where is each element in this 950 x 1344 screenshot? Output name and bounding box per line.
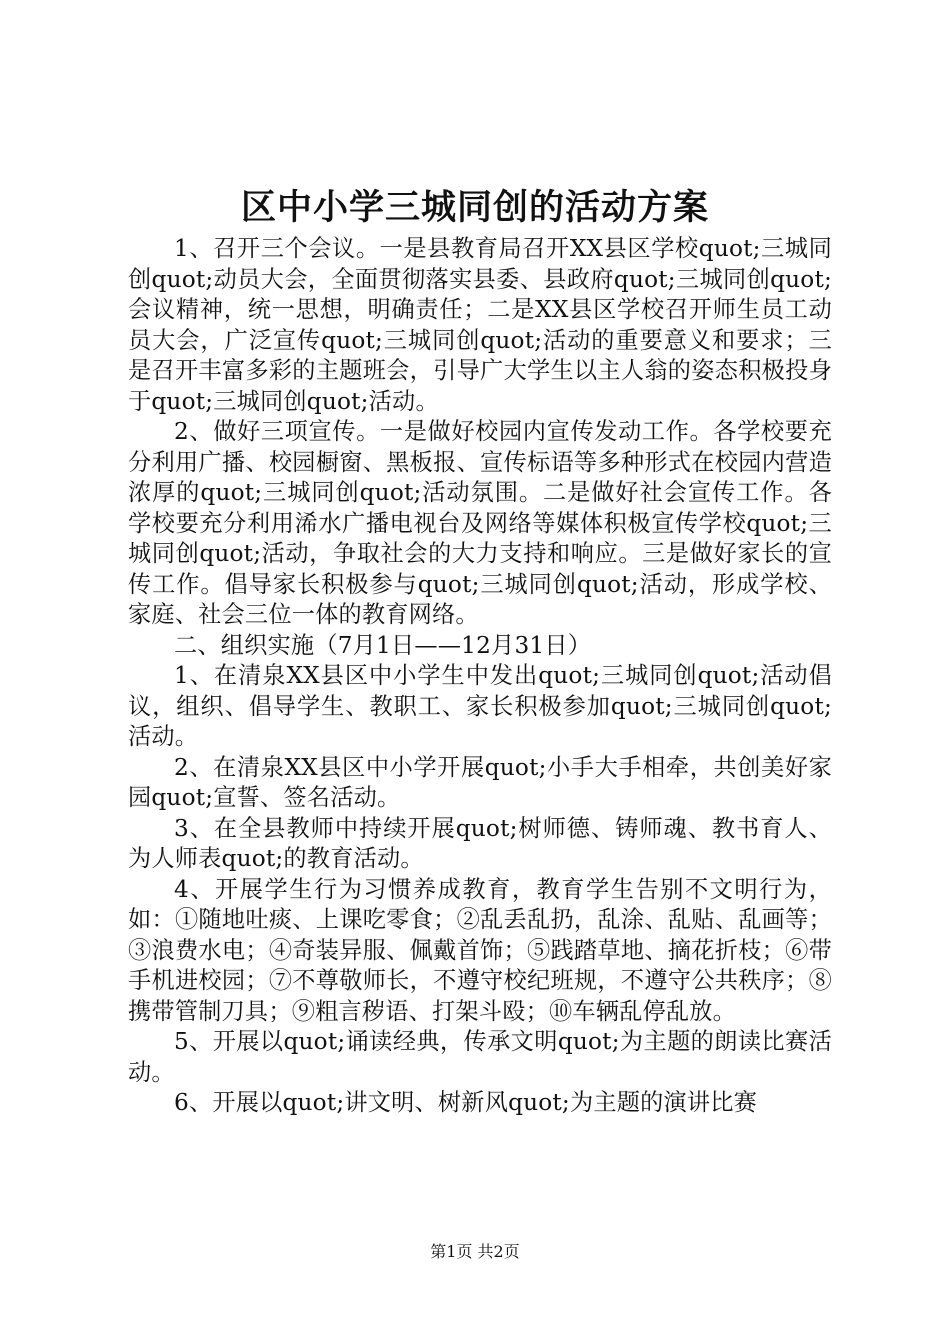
paragraph-behavior: 4、开展学生行为习惯养成教育，教育学生告别不文明行为，如：①随地吐痰、上课吃零食；②乱丢乱扔，乱涂、乱贴、乱画等；③浪费水电；④奇装异服、佩戴首饰；⑤践踏草地、摘花折枝；⑥带手机进校园；⑦不尊敬师长，不遵守校纪班规，不遵守公共秩序；⑧携带管制刀具；⑨粗言秽语、打架斗殴；⑩车辆乱停乱放。 bbox=[128, 875, 832, 1025]
document-body bbox=[128, 234, 832, 1119]
paragraph-meetings: 1、召开三个会议。一是县教育局召开XX县区学校quot;三城同创quot;动员大会，全面贯彻落实县委、县政府quot;三城同创quot;会议精神，统一思想，明确责任；二是XX县区学校召开师生员工动员大会，广泛宣传quot;三城同创quot;活动的重要意义和要求；三是召开丰富多彩的主题班会，引导广大学生以主人翁的姿态积极投身于quot;三城同创quot;活动。 bbox=[128, 235, 832, 415]
paragraph-pledge: 2、在清泉XX县区中小学开展quot;小手大手相牵，共创美好家园quot;宣誓、签名活动。 bbox=[128, 753, 832, 811]
paragraph-reading-contest: 5、开展以quot;诵读经典，传承文明quot;为主题的朗读比赛活动。 bbox=[128, 1028, 832, 1086]
section-heading-implementation: 二、组织实施（7月1日——12月31日） bbox=[174, 631, 592, 659]
document-title: 区中小学三城同创的活动方案 bbox=[240, 188, 709, 228]
page-footer: 第1页 共2页 bbox=[430, 1242, 520, 1261]
paragraph-teacher-ethics: 3、在全县教师中持续开展quot;树师德、铸师魂、教书育人、为人师表quot;的教育活动。 bbox=[128, 814, 832, 872]
paragraph-publicity: 2、做好三项宣传。一是做好校园内宣传发动工作。各学校要充分利用广播、校园橱窗、黑板报、宣传标语等多种形式在校园内营造浓厚的quot;三城同创quot;活动氛围。二是做好社会宣传工作。各学校要充分利用浠水广播电视台及网络等媒体积极宣传学校quot;三城同创quot;活动，争取社会的大力支持和响应。三是做好家长的宣传工作。倡导家长积极参与quot;三城同创quot;活动，形成学校、家庭、社会三位一体的教育网络。 bbox=[128, 418, 832, 628]
paragraph-initiative: 1、在清泉XX县区中小学生中发出quot;三城同创quot;活动倡议，组织、倡导学生、教职工、家长积极参加quot;三城同创quot;活动。 bbox=[128, 662, 832, 750]
paragraph-speech-contest: 6、开展以quot;讲文明、树新风quot;为主题的演讲比赛 bbox=[174, 1089, 758, 1116]
